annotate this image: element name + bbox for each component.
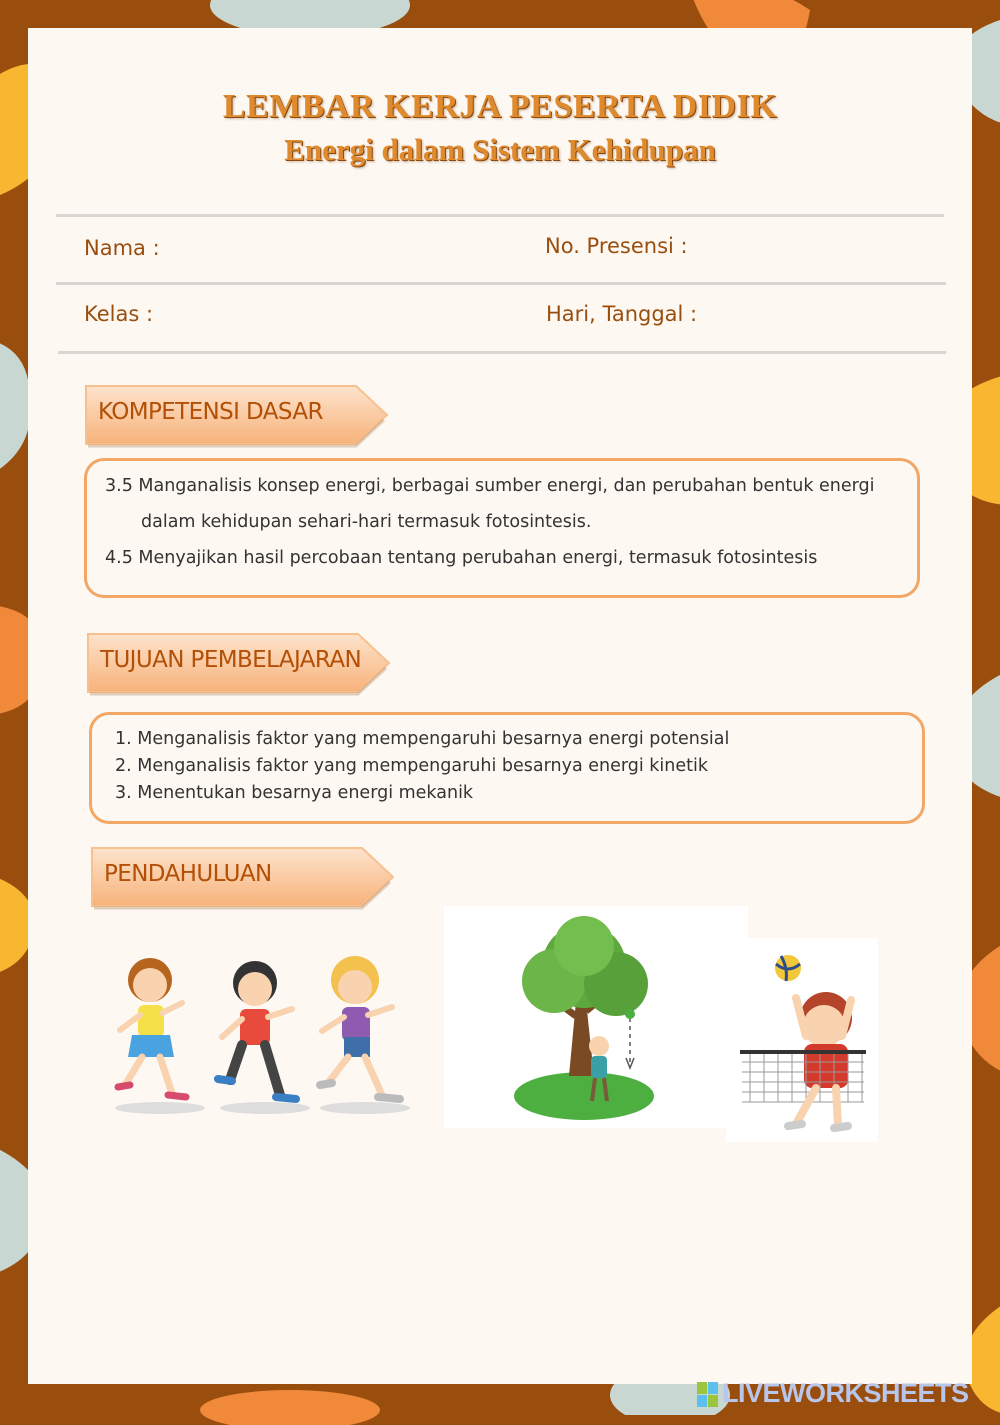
section-banner-tujuan bbox=[86, 632, 396, 692]
worksheet-subtitle: Energi dalam Sistem Kehidupan bbox=[284, 132, 716, 167]
section-heading: TUJUAN PEMBELAJARAN bbox=[100, 647, 362, 673]
section-heading: PENDAHULUAN bbox=[104, 861, 272, 887]
date-label: Hari, Tanggal : bbox=[546, 302, 698, 326]
worksheet-title: LEMBAR KERJA PESERTA DIDIK bbox=[222, 88, 778, 125]
divider bbox=[58, 351, 946, 354]
watermark-text: LIVEWORKSHEETS bbox=[722, 1378, 969, 1408]
section-banner-kompetensi bbox=[84, 384, 394, 444]
kompetensi-item: 3.5 Manganalisis konsep energi, berbagai sumber energi, dan perubahan bentuk energi bbox=[105, 476, 875, 496]
running-children-illustration bbox=[100, 945, 420, 1120]
section-heading: KOMPETENSI DASAR bbox=[98, 399, 323, 425]
tujuan-item: 2. Menganalisis faktor yang mempengaruhi besarnya energi kinetik bbox=[115, 756, 708, 776]
volleyball-player-illustration bbox=[726, 938, 878, 1142]
name-label: Nama : bbox=[84, 236, 160, 260]
tujuan-item: 1. Menganalisis faktor yang mempengaruhi besarnya energi potensial bbox=[115, 729, 730, 749]
kompetensi-item: 4.5 Menyajikan hasil percobaan tentang perubahan energi, termasuk fotosintesis bbox=[105, 548, 818, 568]
worksheet-page bbox=[28, 28, 972, 1384]
falling-fruit-tree-illustration bbox=[444, 906, 748, 1128]
kompetensi-item: dalam kehidupan sehari-hari termasuk fotosintesis. bbox=[141, 512, 592, 532]
leaf-decoration bbox=[200, 1385, 380, 1425]
divider bbox=[56, 282, 946, 285]
section-banner-pendahuluan bbox=[90, 846, 400, 906]
tujuan-item: 3. Menentukan besarnya energi mekanik bbox=[115, 783, 474, 803]
liveworksheets-logo-icon bbox=[697, 1382, 719, 1408]
class-label: Kelas : bbox=[84, 302, 154, 326]
attendance-number-label: No. Presensi : bbox=[545, 234, 688, 258]
divider bbox=[56, 214, 944, 217]
